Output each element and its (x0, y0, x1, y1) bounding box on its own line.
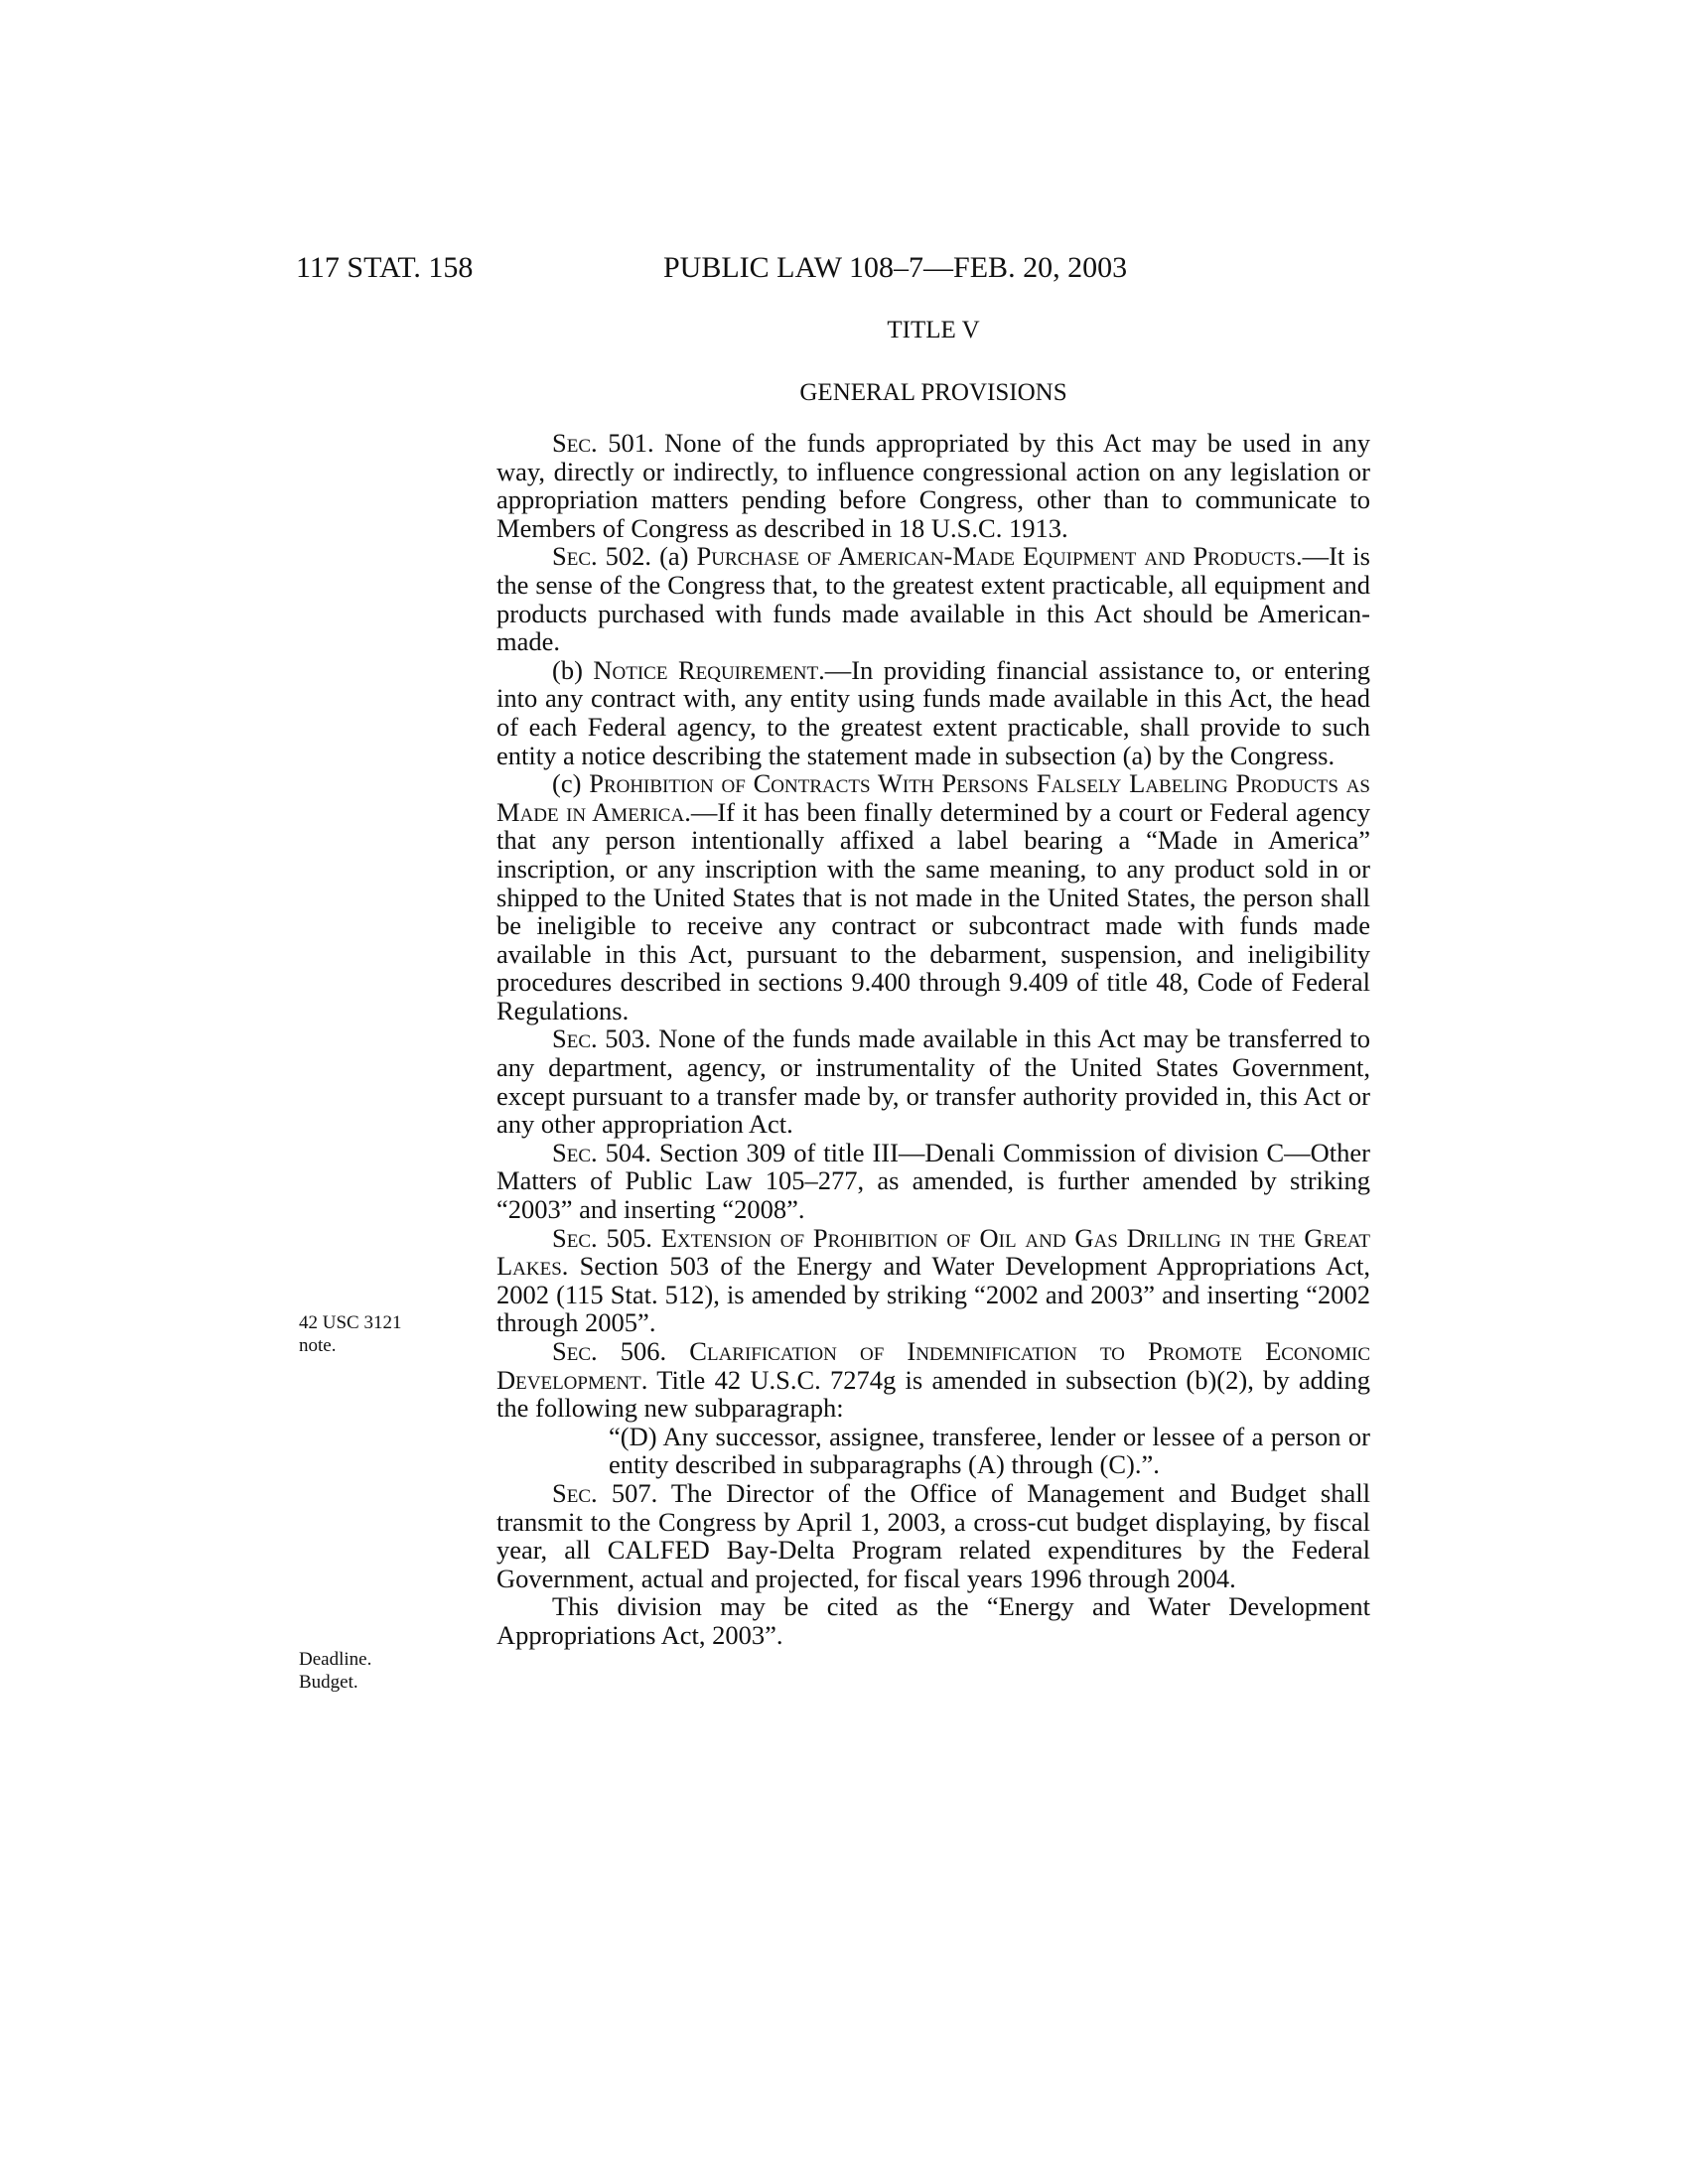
subsection-prefix: (c) (552, 768, 590, 799)
section-text: 501. None of the funds appropriated by this Act may be used in any way, directly or indirectly, to influence congressional action on any legislation or appropriation matters pending before Congress, other than to communicate to Members of Congress as described in 18 U.S.C. 1913. (496, 428, 1370, 543)
section-503 (496, 1024, 1370, 1138)
margin-note-usc (299, 1311, 448, 1357)
margin-note-deadline (299, 1648, 448, 1694)
section-504 (496, 1139, 1370, 1224)
section-506-quoted-subparagraph: “(D) Any successor, assignee, transferee, lender or lessee of a person or entity described in subparagraphs (A) through (C).”. (609, 1421, 1370, 1480)
short-title-citation: This division may be cited as the “Energy and Water Development Appropriations Act, 2003”. (496, 1591, 1370, 1650)
section-label: Sec. (552, 541, 598, 572)
subsection-text: —If it has been finally determined by a court or Federal agency that any person intentionally affixed a label bearing a “Made in America” inscription, or any inscription with the same meaning, to any product sold in or shipped to the United States that is not made in the United States, the person shall be ineligible to receive any contract or subcontract made with funds made available in this Act, pursuant to the debarment, suspension, and ineligibility procedures described in sections 9.400 through 9.409 of title 48, Code of Federal Regulations. (496, 796, 1370, 1025)
subsection-prefix: (b) (552, 654, 594, 685)
section-heading: Purchase of American-Made Equipment and Products. (696, 541, 1303, 572)
section-502-a (496, 542, 1370, 655)
stat-page-number: 117 STAT. 158 (296, 251, 474, 284)
statute-body (496, 429, 1370, 1650)
section-number: 502. (a) (597, 541, 697, 572)
title-number: TITLE V (887, 317, 980, 343)
subsection-heading: Prohibition of Contracts With Persons Falsely Labeling Products as Made in America. (496, 768, 1370, 827)
subsection-heading: Notice Requirement. (593, 654, 825, 685)
section-507 (496, 1479, 1370, 1592)
section-text: —It is the sense of the Congress that, to the greatest extent practicable, all equipment and products purchased with funds made available in this Act should be American-made. (496, 541, 1370, 657)
section-label: Sec. (552, 428, 598, 458)
section-text: 507. The Director of the Office of Management and Budget shall transmit to the Congress by April 1, 2003, a cross-cut budget displaying, by fiscal year, all CALFED Bay-Delta Program related expenditures by the Federal Government, actual and projected, for fiscal years 1996 through 2004. (496, 1477, 1370, 1593)
section-number: 506. (597, 1336, 690, 1366)
subsection-text: —In providing financial assistance to, or entering into any contract with, any entity using funds made available in this Act, the head of each Federal agency, to the greatest extent practicable, shall provide to such entity a notice describing the statement made in subsection (a) by the Congress. (496, 654, 1371, 770)
section-label: Sec. (552, 1477, 598, 1508)
section-number: 505. (597, 1222, 661, 1253)
section-502-b (496, 656, 1370, 769)
section-text: Title 42 U.S.C. 7274g is amended in subsection (b)(2), by adding the following new subparagraph: (496, 1364, 1370, 1424)
section-label: Sec. (552, 1137, 598, 1167)
section-heading: Extension of Prohibition of Oil and Gas Drilling in the Great Lakes. (496, 1222, 1370, 1282)
section-506 (496, 1337, 1370, 1423)
section-label: Sec. (552, 1024, 598, 1054)
running-header: PUBLIC LAW 108–7—FEB. 20, 2003 (663, 251, 1128, 284)
section-text: 503. None of the funds made available in this Act may be transferred to any department, agency, or instrumentality of the United States Government, except pursuant to a transfer made by, or transfer authority provided in, this Act or any other appropriation Act. (496, 1024, 1370, 1140)
margin-note-line: Deadline. (299, 1649, 372, 1670)
section-501 (496, 429, 1370, 542)
title-heading: GENERAL PROVISIONS (799, 379, 1067, 406)
section-heading: Clarification of Indemnification to Promote Economic Development. (496, 1336, 1370, 1395)
section-label: Sec. (552, 1336, 598, 1366)
margin-note-line: Budget. (299, 1672, 358, 1693)
section-text: Section 503 of the Energy and Water Development Appropriations Act, 2002 (115 Stat. 512), is amended by striking “2002 and 2003” and inserting “2002 through 2005”. (496, 1251, 1370, 1338)
section-label: Sec. (552, 1222, 598, 1253)
margin-note-line: 42 USC 3121 (299, 1312, 402, 1333)
section-505 (496, 1224, 1370, 1337)
margin-note-line: note. (299, 1335, 337, 1356)
section-502-c (496, 769, 1370, 1024)
section-text: 504. Section 309 of title III—Denali Commission of division C—Other Matters of Public Law 105–277, as amended, is further amended by striking “2003” and inserting “2008”. (496, 1137, 1370, 1225)
